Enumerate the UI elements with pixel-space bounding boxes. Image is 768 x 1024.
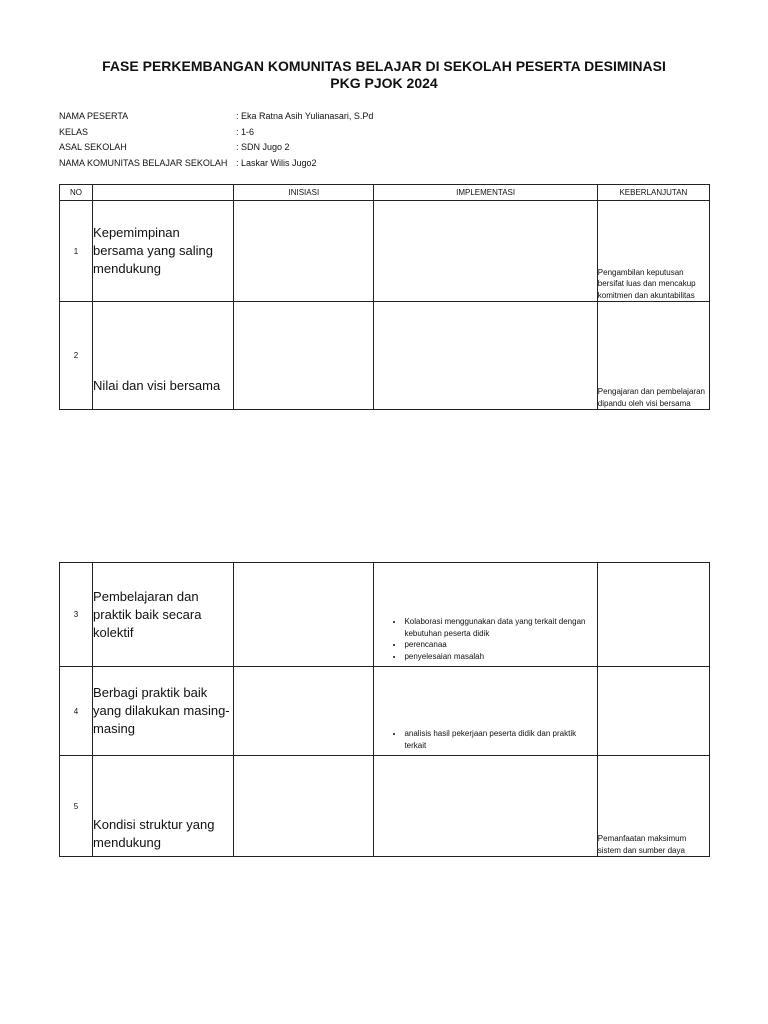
row-no: 1 [60, 201, 93, 302]
info-label: KELAS [59, 126, 89, 137]
row-no: 2 [60, 302, 93, 410]
row-aspek: Berbagi praktik baik yang dilakukan masing-masing [93, 667, 234, 756]
table-row [60, 667, 710, 756]
table-row [60, 302, 710, 410]
row-implementasi [374, 756, 597, 857]
row-inisiasi [234, 756, 374, 857]
list-item: • analisis hasil pekerjaan peserta didik dan praktik terkait [404, 728, 592, 751]
row-no: 5 [60, 756, 93, 857]
row-keberlanjutan [597, 563, 709, 667]
table-row [60, 756, 710, 857]
row-aspek: Kondisi struktur yang mendukung [93, 756, 234, 857]
title-line-1: FASE PERKEMBANGAN KOMUNITAS BELAJAR DI SEKOLAH PESERTA DESIMINASI [102, 58, 666, 74]
row-implementasi [374, 563, 597, 667]
header-implementasi: IMPLEMENTASI [374, 185, 597, 201]
row-inisiasi [234, 302, 374, 410]
list-item: • perencanaa [404, 639, 592, 651]
info-row-asal-sekolah [59, 140, 373, 156]
info-row-nama-komunitas [59, 156, 373, 172]
info-value: : Eka Ratna Asih Yulianasari, S.Pd [236, 111, 374, 121]
row-inisiasi [234, 201, 374, 302]
row-keberlanjutan: Pengajaran dan pembelajaran dipandu oleh visi bersama [597, 302, 709, 410]
implementasi-list [374, 728, 596, 755]
row-aspek: Nilai dan visi bersama [93, 302, 234, 410]
info-label: NAMA KOMUNITAS BELAJAR SEKOLAH [59, 157, 228, 168]
row-keberlanjutan: Pengambilan keputusan bersifat luas dan mencakup komitmen dan akuntabilitas [597, 201, 709, 302]
table-row [60, 563, 710, 667]
phase-table-part-1 [59, 184, 710, 410]
info-label: NAMA PESERTA [59, 111, 129, 121]
title-line-2: PKG PJOK 2024 [330, 75, 438, 91]
info-row-nama-peserta [59, 109, 373, 125]
list-item: • penyelesaian masalah [404, 651, 592, 663]
row-no: 4 [60, 667, 93, 756]
document-title [0, 58, 768, 92]
table-row [60, 201, 710, 302]
list-item: • Kolaborasi menggunakan data yang terkait dengan kebutuhan peserta didik [404, 616, 592, 639]
header-aspek [93, 185, 234, 201]
row-aspek: Pembelajaran dan praktik baik secara kolektif [93, 563, 234, 667]
info-row-kelas [59, 125, 373, 141]
info-value: : SDN Jugo 2 [236, 142, 290, 152]
row-inisiasi [234, 667, 374, 756]
implementasi-list [374, 616, 596, 666]
participant-info [59, 109, 373, 171]
row-implementasi [374, 667, 597, 756]
info-value: : Laskar Wilis Jugo2 [236, 157, 317, 168]
row-implementasi [374, 302, 597, 410]
row-aspek: Kepemimpinan bersama yang saling mendukung [93, 201, 234, 302]
header-no: NO [60, 185, 93, 201]
info-label: ASAL SEKOLAH [59, 142, 127, 152]
info-value: : 1-6 [236, 126, 255, 137]
row-implementasi [374, 201, 597, 302]
header-keberlanjutan: KEBERLANJUTAN [597, 185, 709, 201]
row-keberlanjutan: Pemanfaatan maksimum sistem dan sumber daya [597, 756, 709, 857]
row-keberlanjutan [597, 667, 709, 756]
row-no: 3 [60, 563, 93, 667]
header-inisiasi: INISIASI [234, 185, 374, 201]
phase-table-part-2 [59, 562, 710, 857]
row-inisiasi [234, 563, 374, 667]
table-header-row [60, 185, 710, 201]
